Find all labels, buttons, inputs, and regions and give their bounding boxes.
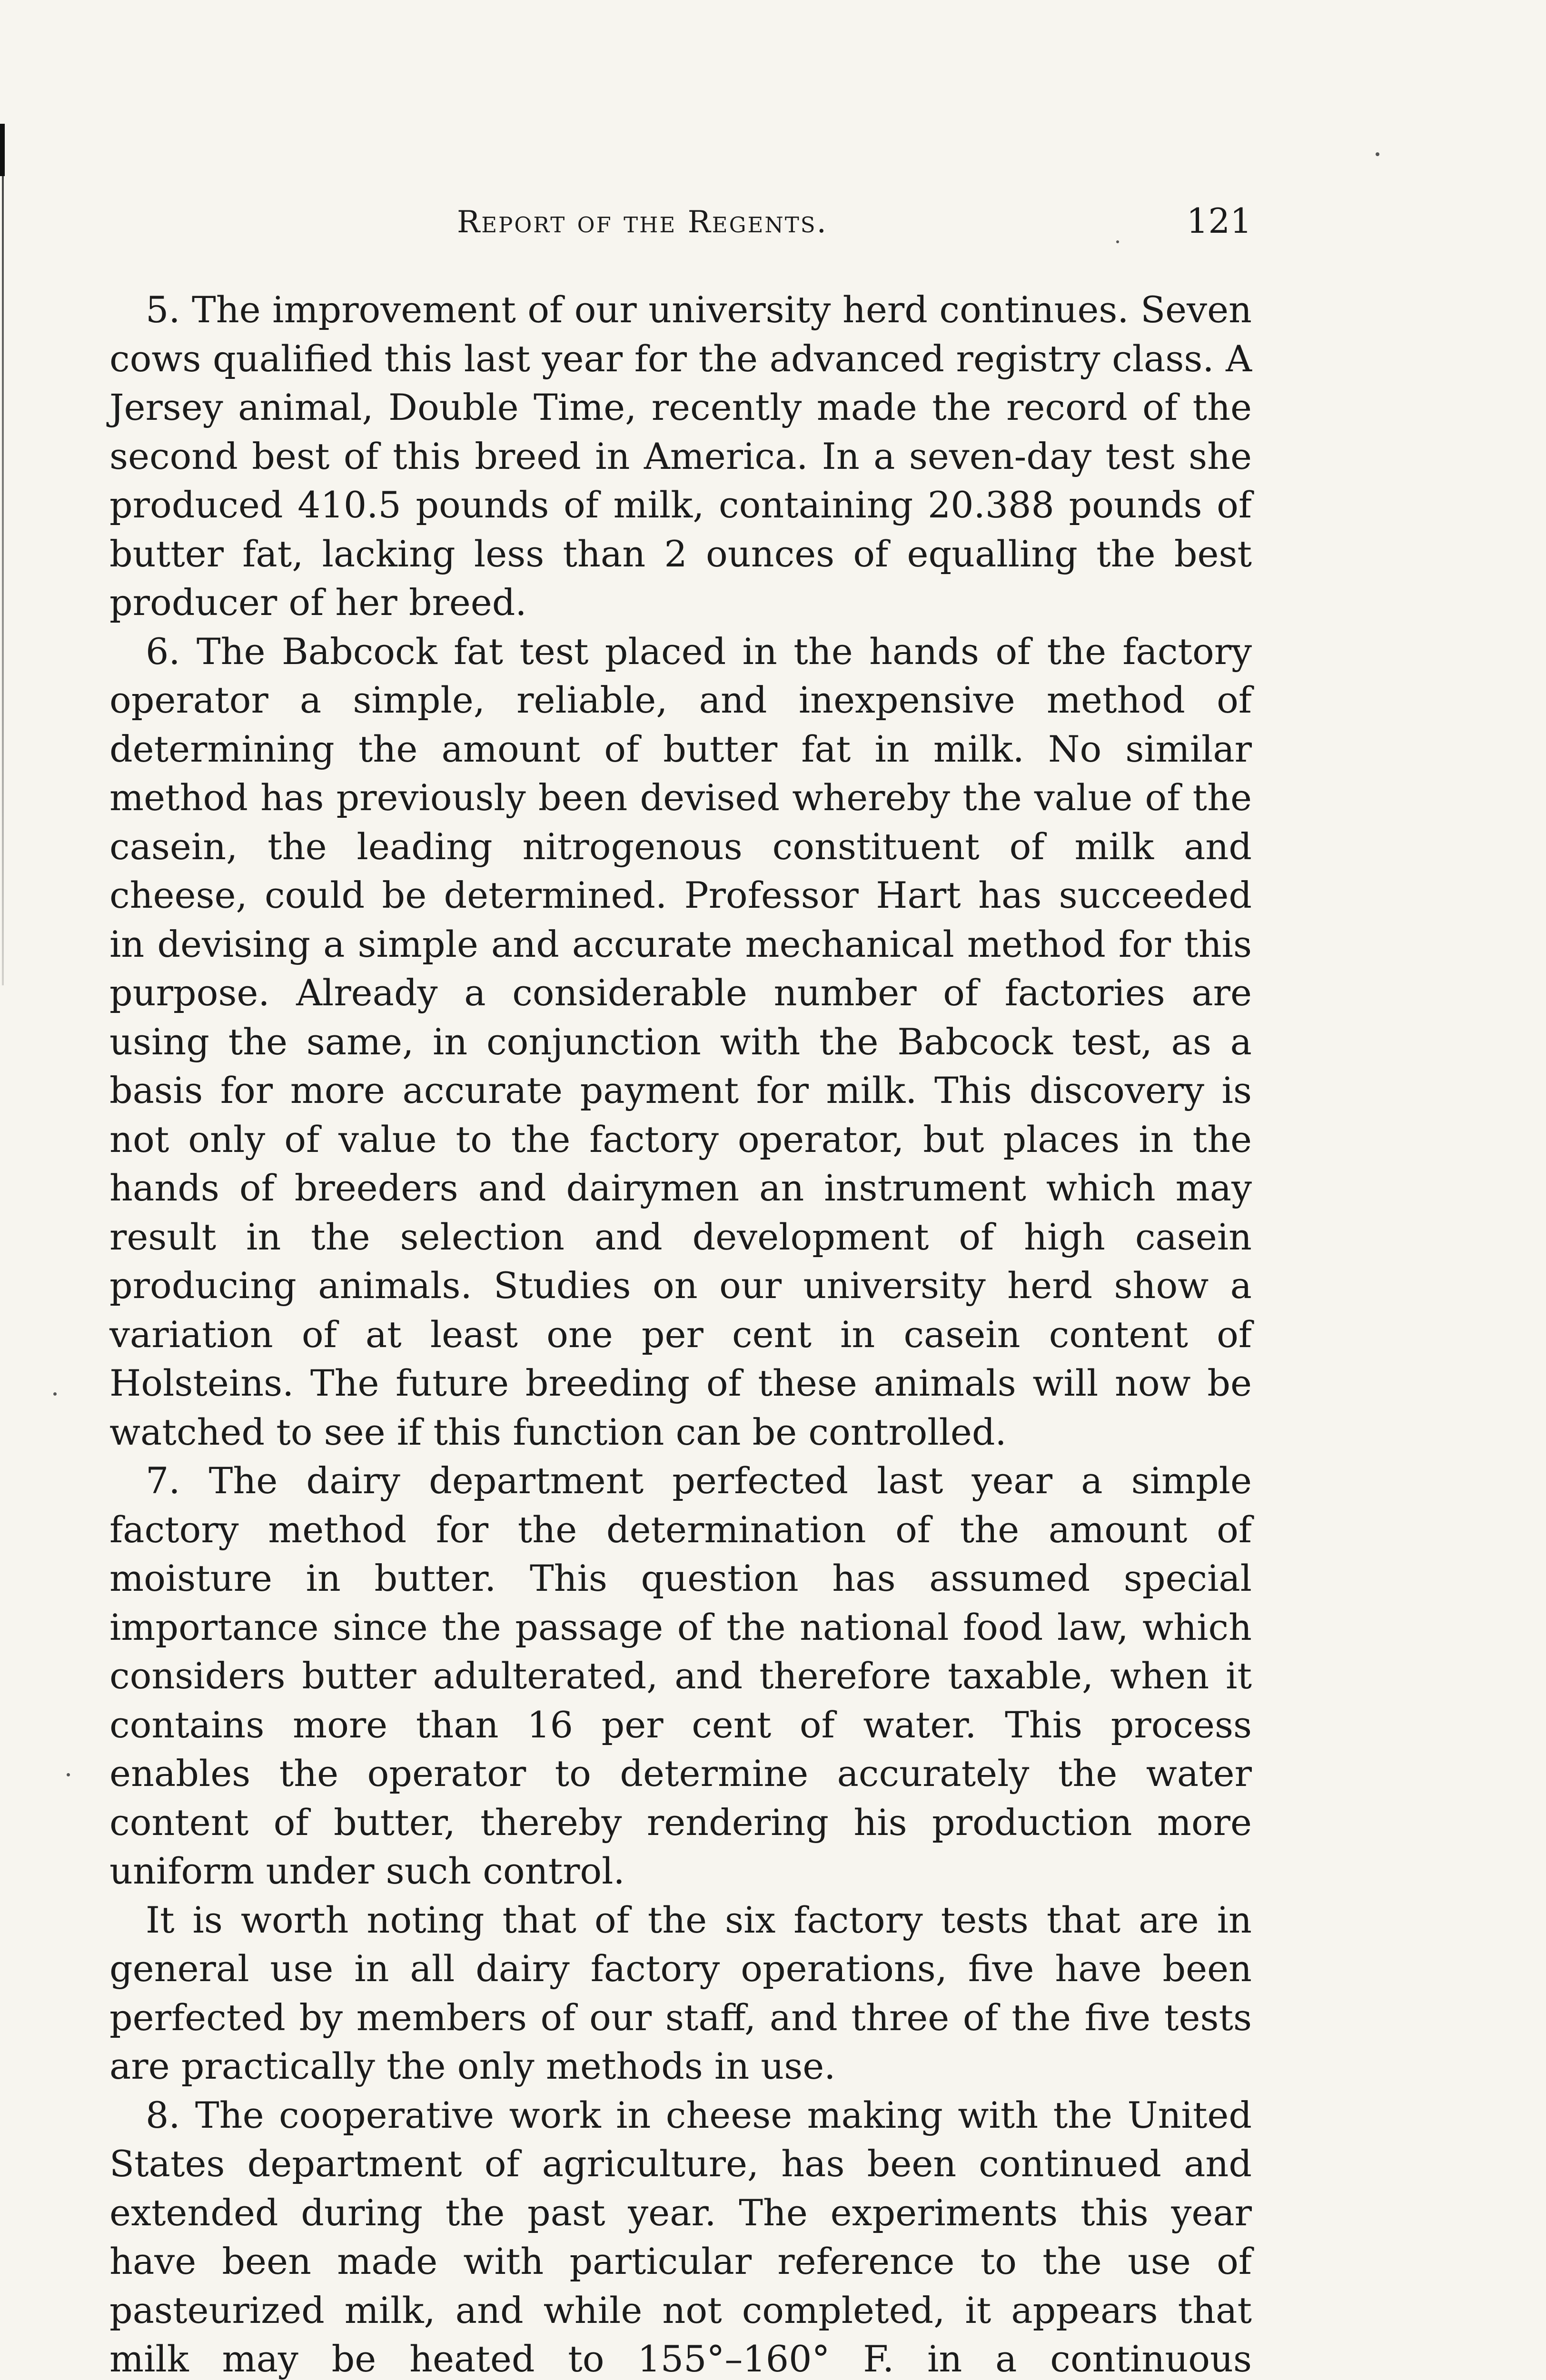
page-edge-line: [2, 176, 4, 985]
page-edge-shadow: [0, 124, 5, 176]
page-header: [109, 201, 1252, 257]
paragraph-6-casein-test: 6. The Babcock fat test placed in the hands of the factory operator a simple, reliable, and inexpensive method of determining the amount of butter fat in milk. No similar method has previously been devised whereby the value of the casein, the leading nitrogenous constituent of milk and cheese, could be determined. Professor Hart has succeeded in devising a simple and accurate mechanical method for this purpose. Already a considerable number of factories are using the same, in conjunction with the Babcock test, as a basis for more accurate payment for milk. This discovery is not only of value to the factory operator, but places in the hands of breeders and dairymen an instrument which may result in the selection and development of high casein producing animals. Studies on our university herd show a variation of at least one per cent in casein content of Holsteins. The future breeding of these animals will now be watched to see if this function can be controlled.: [109, 630, 1252, 1453]
running-head: Report of the Regents.: [457, 205, 828, 240]
paragraph-8-cheese-making: 8. The cooperative work in cheese making with the United States department of agriculture, has been continued and extended during the past year. The experiments this year have been made with particular reference to the use of pasteurized milk, and while not completed, it appears that milk may be heated to 155°–160° F. in a continuous: [109, 2093, 1252, 2380]
page-number: 121: [1186, 201, 1252, 241]
paragraph-5-university-herd: 5. The improvement of our university herd continues. Seven cows qualified this last year for the advanced registry class. A Jersey animal, Double Time, recently made the record of the second best of this breed in America. In a seven-day test she produced 410.5 pounds of milk, containing 20.388 pounds of butter fat, lacking less than 2 ounces of equalling the best producer of her breed.: [109, 288, 1252, 624]
paragraph-7-moisture-test: 7. The dairy department perfected last year a simple factory method for the determination of the amount of moisture in butter. This question has assumed special importance since the passage of the national food law, which considers butter adulterated, and therefore taxable, when it contains more than 16 per cent of water. This process enables the operator to determine accurately the water content of butter, thereby rendering his production more uniform under such control.: [109, 1459, 1252, 1892]
scan-speck: [1376, 152, 1379, 156]
scan-speck: [53, 1392, 57, 1396]
scan-speck: [67, 1773, 70, 1776]
paragraph-factory-tests-note: It is worth noting that of the six factory tests that are in general use in all dairy factory operations, five have been perfected by members of our staff, and three of the five tests are practically the only methods in use.: [109, 1898, 1252, 2087]
page-body: [109, 286, 1252, 2380]
